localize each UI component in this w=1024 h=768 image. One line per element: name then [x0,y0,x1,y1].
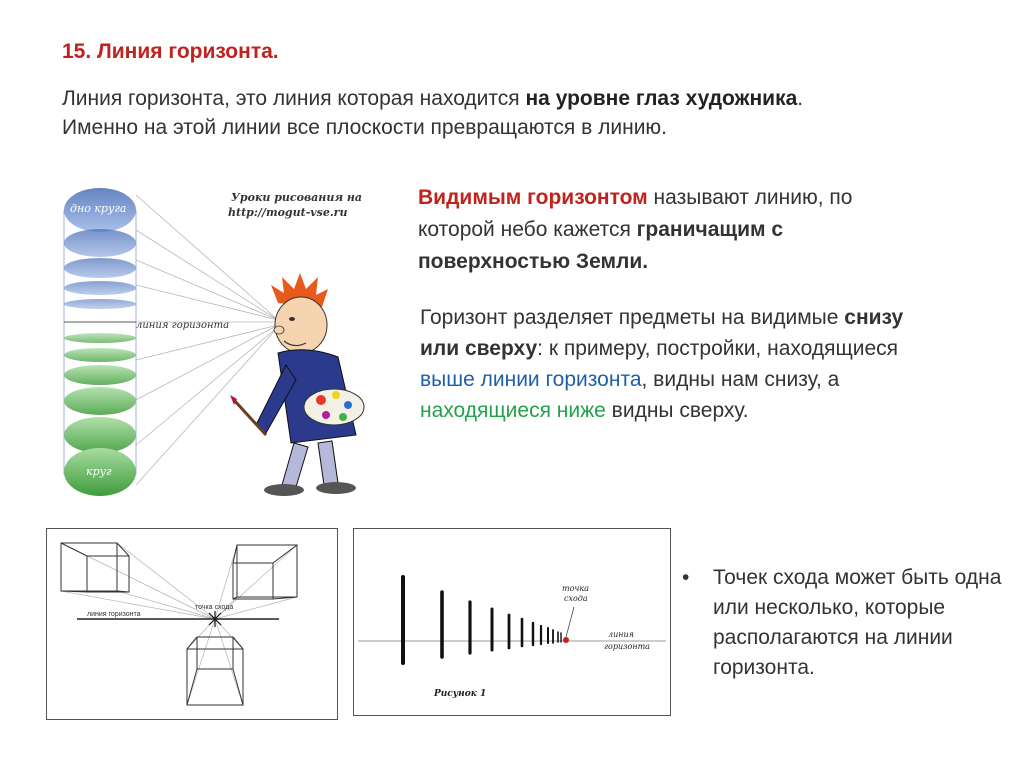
figure-cubes-perspective [46,528,338,720]
divides-part1: Горизонт разделяет предметы на видимые [420,306,845,329]
intro-part1: Линия горизонта, это линия которая находится [62,87,526,110]
cubes-diagram [47,529,337,719]
bullet-text: Точек схода может быть одна или несколько, которые располагаются на линии горизонта. [713,566,1002,679]
fig2-vanishing-label-1: точка [562,584,589,593]
fig2-horizon-label-1: линия [608,630,634,639]
artist-figure [230,273,364,496]
label-horizon-line: линия горизонта [136,320,230,331]
slide-title: 15. Линия горизонта. [62,40,279,63]
watermark-line2: http://mogut-vse.ru [228,206,348,219]
intro-part2: . [797,87,804,110]
fig1-horizon-label: линия горизонта [87,611,141,618]
watermark-line1: Уроки рисования на [231,191,363,204]
divides-above: выше линии горизонта [420,368,642,391]
divides-below: находящиеся ниже [420,399,606,422]
poles-diagram [354,529,670,715]
divides-bold: снизу или сверху [420,306,904,360]
divides-part2: : к примеру, постройки, находящиеся [537,337,899,360]
label-circle-bottom-side: дно круга [70,202,127,215]
vanishing-point-dot [563,637,569,643]
bullet-marker: • [682,566,690,589]
ellipse-column-figure [56,185,406,505]
visible-horizon-part1: называют линию, по которой небо кажется [418,186,853,241]
horizon-divides-paragraph [420,302,920,426]
intro-text [62,84,962,142]
fig2-caption: Рисунок 1 [434,689,487,699]
visible-horizon-bold: граничащим с поверхностью Земли. [418,218,784,273]
visible-horizon-paragraph [418,182,888,278]
fig2-vanishing-label-2: схода [564,594,588,603]
figure-poles-perspective [353,528,671,716]
label-circle: круг [86,465,112,478]
divides-part3: , видны нам снизу, а [641,368,840,391]
intro-bold: на уровне глаз художника [525,87,798,110]
horizon-illustration [56,185,406,505]
intro-line2: Именно на этой линии все плоскости превращаются в линию. [62,116,668,139]
fig2-horizon-label-2: горизонта [604,642,650,651]
fig1-vanishing-label: точка схода [195,604,234,611]
visible-horizon-term: Видимым горизонтом [418,186,648,209]
divides-part4: видны сверху. [605,399,749,422]
